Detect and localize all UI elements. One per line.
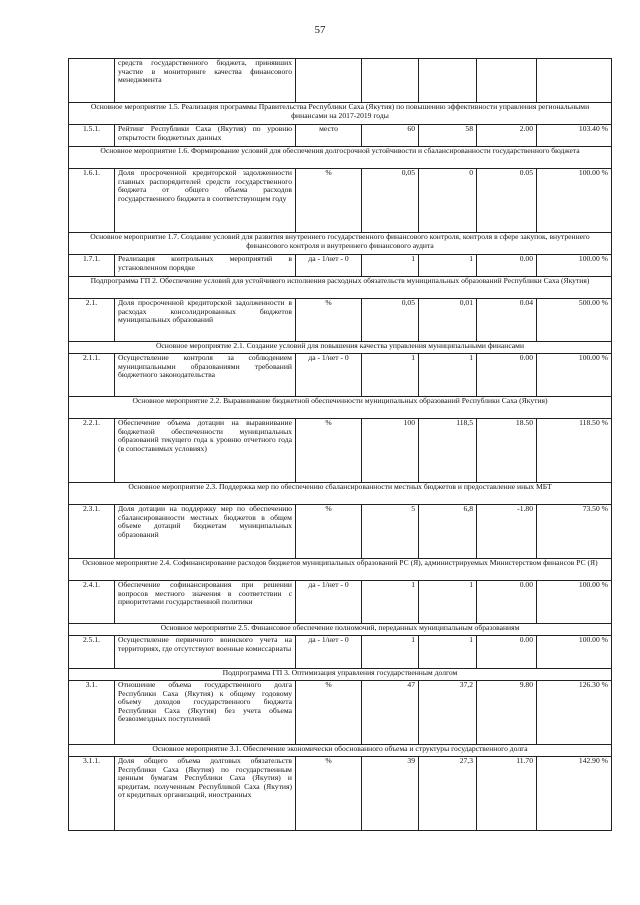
unit-of-measure: %: [296, 419, 362, 483]
planned-value: 60: [362, 125, 419, 147]
actual-value: [419, 59, 477, 103]
completion-percent: 100.00 %: [537, 354, 612, 397]
indicator-name: Доля дотации на поддержку мер по обеспечению сбалансированности местных бюджетов в общем объеме дотаций бюджетам муниципальных образований: [115, 505, 296, 559]
unit-of-measure: да - 1/нет - 0: [296, 255, 362, 277]
unit-of-measure: %: [296, 505, 362, 559]
deviation-value: 2.00: [477, 125, 537, 147]
planned-value: 39: [362, 757, 419, 831]
section-title: Основное мероприятие 2.1. Создание условий для повышения качества управления муниципальными финансами: [69, 342, 612, 354]
completion-percent: 500.00 %: [537, 299, 612, 342]
indicator-name: Доля просроченной кредиторской задолженности главных распорядителей средств государственного бюджета от общего объема расходов государственного бюджета в соответствующем году: [115, 169, 296, 233]
indicator-number: 2.1.1.: [69, 354, 115, 397]
table-row: [69, 59, 612, 103]
section-row: [69, 277, 612, 299]
unit-of-measure: %: [296, 681, 362, 745]
planned-value: [362, 59, 419, 103]
section-title: Основное мероприятие 3.1. Обеспечение экономически обоснованного объема и структуры государственного долга: [69, 745, 612, 757]
section-title: Основное мероприятие 1.7. Создание условий для развития внутреннего государственного финансового контроля, контроля в сфере закупок, внутреннего финансового контроля и внутреннего финансового аудита: [69, 233, 612, 255]
planned-value: 47: [362, 681, 419, 745]
indicators-table: [68, 58, 612, 831]
deviation-value: 0.00: [477, 581, 537, 624]
actual-value: 1: [419, 354, 477, 397]
indicator-number: 1.7.1.: [69, 255, 115, 277]
deviation-value: 0.00: [477, 255, 537, 277]
indicator-name: Доля просроченной кредиторской задолженности в расходах консолидированных бюджетов муниципальных образований: [115, 299, 296, 342]
completion-percent: 100.00 %: [537, 581, 612, 624]
unit-of-measure: [296, 59, 362, 103]
indicator-number: 3.1.1.: [69, 757, 115, 831]
unit-of-measure: %: [296, 299, 362, 342]
completion-percent: 100.00 %: [537, 169, 612, 233]
section-row: [69, 669, 612, 681]
section-title: Основное мероприятие 2.3. Поддержка мер по обеспечению сбалансированности местных бюджетов и предоставление иных МБТ: [69, 483, 612, 505]
section-row: [69, 103, 612, 125]
actual-value: 37,2: [419, 681, 477, 745]
completion-percent: 142.90 %: [537, 757, 612, 831]
actual-value: 1: [419, 581, 477, 624]
deviation-value: 0.00: [477, 354, 537, 397]
indicator-number: 2.3.1.: [69, 505, 115, 559]
section-title: Основное мероприятие 2.4. Софинансирование расходов бюджетов муниципальных образований РС (Я), администрируемых Министерством финансов РС (Я): [69, 559, 612, 581]
planned-value: 1: [362, 581, 419, 624]
section-row: [69, 745, 612, 757]
actual-value: 0,01: [419, 299, 477, 342]
completion-percent: 126.30 %: [537, 681, 612, 745]
actual-value: 118,5: [419, 419, 477, 483]
indicator-number: 3.1.: [69, 681, 115, 745]
indicator-number: 1.6.1.: [69, 169, 115, 233]
planned-value: 5: [362, 505, 419, 559]
indicator-name: Рейтинг Республики Саха (Якутия) по уровню открытости бюджетных данных: [115, 125, 296, 147]
indicator-name: Обеспечение софинансирования при решении вопросов местного значения в соответствии с приоритетами государственной политики: [115, 581, 296, 624]
deviation-value: 9.80: [477, 681, 537, 745]
actual-value: 1: [419, 255, 477, 277]
section-row: [69, 233, 612, 255]
completion-percent: 100.00 %: [537, 636, 612, 669]
section-title: Подпрограмма ГП 3. Оптимизация управления государственным долгом: [69, 669, 612, 681]
indicator-name: средств государственного бюджета, принявших участие в мониторинге качества финансового менеджмента: [115, 59, 296, 103]
indicator-name: Осуществление первичного воинского учета на территориях, где отсутствуют военные комиссариаты: [115, 636, 296, 669]
indicator-number: 2.5.1.: [69, 636, 115, 669]
section-title: Основное мероприятие 2.5. Финансовое обеспечение полномочий, переданных муниципальным образованиям: [69, 624, 612, 636]
planned-value: 100: [362, 419, 419, 483]
deviation-value: 0.05: [477, 169, 537, 233]
planned-value: 0,05: [362, 169, 419, 233]
deviation-value: 0.00: [477, 636, 537, 669]
planned-value: 0,05: [362, 299, 419, 342]
planned-value: 1: [362, 354, 419, 397]
indicator-name: Отношение объема государственного долга Республики Саха (Якутия) к общему годовому объему доходов государственного бюджета Республики Саха (Якутия) без учета объема безвозмездных поступлений: [115, 681, 296, 745]
section-row: [69, 483, 612, 505]
indicator-name: Доля общего объема долговых обязательств Республики Саха (Якутия) по государственным ценным бумагам Республики Саха (Якутия) и кредитам, полученным Республикой Саха (Якутия) от кредитных организаций, иностранных: [115, 757, 296, 831]
table-row: [69, 299, 612, 342]
indicator-number: 2.2.1.: [69, 419, 115, 483]
actual-value: 58: [419, 125, 477, 147]
table-row: [69, 581, 612, 624]
deviation-value: -1.80: [477, 505, 537, 559]
completion-percent: 103.40 %: [537, 125, 612, 147]
unit-of-measure: %: [296, 757, 362, 831]
indicator-number: 1.5.1.: [69, 125, 115, 147]
section-row: [69, 624, 612, 636]
table-row: [69, 419, 612, 483]
planned-value: 1: [362, 636, 419, 669]
indicator-name: Осуществление контроля за соблюдением муниципальными образованиями требований бюджетного законодательства: [115, 354, 296, 397]
deviation-value: [477, 59, 537, 103]
actual-value: 6,8: [419, 505, 477, 559]
table-row: [69, 636, 612, 669]
completion-percent: 118.50 %: [537, 419, 612, 483]
completion-percent: [537, 59, 612, 103]
unit-of-measure: да - 1/нет - 0: [296, 636, 362, 669]
section-row: [69, 559, 612, 581]
unit-of-measure: да - 1/нет - 0: [296, 581, 362, 624]
deviation-value: 0.04: [477, 299, 537, 342]
section-title: Основное мероприятие 1.5. Реализация программы Правительства Республики Саха (Якутия) по повышению эффективности управления региональными финансами на 2017-2019 годы: [69, 103, 612, 125]
table-row: [69, 255, 612, 277]
page-number: 57: [314, 24, 326, 36]
actual-value: 0: [419, 169, 477, 233]
indicator-number: [69, 59, 115, 103]
table-row: [69, 169, 612, 233]
indicator-number: 2.1.: [69, 299, 115, 342]
planned-value: 1: [362, 255, 419, 277]
completion-percent: 73.50 %: [537, 505, 612, 559]
table-row: [69, 757, 612, 831]
section-title: Основное мероприятие 2.2. Выравнивание бюджетной обеспеченности муниципальных образований Республики Саха (Якутия): [69, 397, 612, 419]
unit-of-measure: место: [296, 125, 362, 147]
section-title: Основное мероприятие 1.6. Формирование условий для обеспечения долгосрочной устойчивости и сбалансированности государственного бюджета: [69, 147, 612, 169]
section-row: [69, 397, 612, 419]
indicator-name: Реализация контрольных мероприятий в установленном порядке: [115, 255, 296, 277]
indicator-number: 2.4.1.: [69, 581, 115, 624]
section-row: [69, 147, 612, 169]
completion-percent: 100.00 %: [537, 255, 612, 277]
table-row: [69, 681, 612, 745]
table-row: [69, 125, 612, 147]
section-title: Подпрограмма ГП 2. Обеспечение условий для устойчивого исполнения расходных обязательств муниципальных образований Республики Саха (Якутия): [69, 277, 612, 299]
table-row: [69, 354, 612, 397]
actual-value: 27,3: [419, 757, 477, 831]
table-row: [69, 505, 612, 559]
deviation-value: 11.70: [477, 757, 537, 831]
indicator-name: Обеспечение объема дотации на выравнивание бюджетной обеспеченности муниципальных образований текущего года к уровню отчетного года (в сопоставимых условиях): [115, 419, 296, 483]
deviation-value: 18.50: [477, 419, 537, 483]
unit-of-measure: да - 1/нет - 0: [296, 354, 362, 397]
unit-of-measure: %: [296, 169, 362, 233]
section-row: [69, 342, 612, 354]
actual-value: 1: [419, 636, 477, 669]
